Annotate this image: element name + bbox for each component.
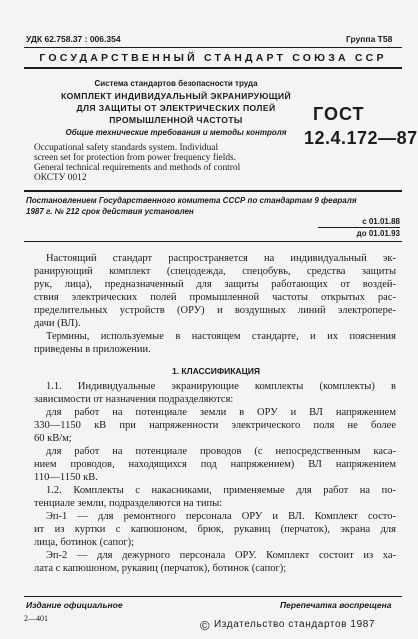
section-line: Эп-2 — для дежурного персонала ОРУ. Комплект состоит из ха- xyxy=(46,550,396,561)
section-line: Эп-1 — для ремонтного персонала ОРУ и ВЛ. Комплект состо- xyxy=(46,511,396,522)
section-line: для работ на потенциале проводов (с непосредственным каса- xyxy=(46,446,396,457)
gost-label: ГОСТ xyxy=(313,104,365,124)
section-line: тенциале земли, подразделяются на типы: xyxy=(34,498,223,509)
standards-system: Система стандартов безопасности труда xyxy=(94,79,258,88)
section-line: 1.2. Комплекты с накасниками, применяемые для работ на по- xyxy=(46,485,396,496)
section-line: 110—1150 кВ. xyxy=(34,472,98,483)
okstu-code: ОКСТУ 0012 xyxy=(34,173,87,183)
decree-rule xyxy=(24,241,402,242)
document-subtitle: Общие технические требования и методы контроля xyxy=(65,128,287,137)
section-line: лица, ботинок (сапог); xyxy=(34,537,135,548)
gost-number: 12.4.172—87 xyxy=(304,128,418,148)
document-title-line: ПРОМЫШЛЕННОЙ ЧАСТОТЫ xyxy=(109,115,243,125)
intro-line: ствия электрических полей промышленной частоты открытых рас- xyxy=(34,292,396,303)
standard-title: ГОСУДАРСТВЕННЫЙ СТАНДАРТ СОЮЗА ССР xyxy=(39,52,387,64)
section-heading: 1. КЛАССИФИКАЦИЯ xyxy=(171,366,261,376)
intro-line: пределительных устройств (ОРУ) и воздушных линий электропере- xyxy=(34,305,396,316)
intro-line: дачи (ВЛ). xyxy=(34,318,81,329)
section-line: ит из куртки с капюшоном, брюк, рукавиц (перчаток), экрана для xyxy=(34,524,396,535)
copyright-text: Издательство стандартов 1987 xyxy=(214,619,376,630)
section-line: нием проводов, находящихся под напряжением) ВЛ напряжением xyxy=(34,459,396,470)
header-rule-bottom xyxy=(24,67,402,69)
decree-line: 1987 г. № 212 срок действия установлен xyxy=(26,207,194,216)
intro-line: ранирующий комплект (спецодежда, спецобувь, средства защиты xyxy=(34,266,396,277)
group-code: Группа Т58 xyxy=(346,34,393,44)
english-title-line: Occupational safety standards system. Individual xyxy=(34,143,219,153)
section-line: 1.1. Индивидуальные экранирующие комплекты (комплекты) в xyxy=(46,381,396,392)
section-line: 60 кВ/м; xyxy=(34,433,72,444)
udk-code: УДК 62.758.37 : 006.354 xyxy=(26,34,121,44)
intro-line: рук, лица), предназначенный для защиты работающих от воздей- xyxy=(34,279,396,290)
section-line: 330—1150 кВ при напряженности электрического поля не более xyxy=(34,420,396,431)
reprint-prohibited-note: Перепечатка воспрещена xyxy=(280,600,392,610)
intro-line: Настоящий стандарт распространяется на индивидуальный эк- xyxy=(46,253,396,264)
header-rule-top xyxy=(24,47,402,48)
page-code: 2—401 xyxy=(24,614,48,623)
official-edition-note: Издание официальное xyxy=(26,600,123,610)
intro-line: приведены в приложении. xyxy=(34,344,151,355)
decree-line: Постановлением Государственного комитета СССР по стандартам 9 февраля xyxy=(26,196,357,205)
intro-line: Термины, используемые в настоящем стандарте, и их пояснения xyxy=(46,331,396,342)
footer-rule xyxy=(24,596,402,597)
english-title-line: screen set for protection from power frequency fields. xyxy=(34,153,237,163)
date-separator xyxy=(318,227,400,228)
english-title-line: General technical requirements and methods of control xyxy=(34,163,241,173)
title-rule xyxy=(24,190,402,192)
effective-from: с 01.01.88 xyxy=(362,217,400,226)
section-line: зависимости от назначения подразделяются: xyxy=(34,394,234,405)
document-title-line: ДЛЯ ЗАЩИТЫ ОТ ЭЛЕКТРИЧЕСКИХ ПОЛЕЙ xyxy=(76,103,276,113)
copyright-icon: © xyxy=(200,618,210,633)
document-title-line: КОМПЛЕКТ ИНДИВИДУАЛЬНЫЙ ЭКРАНИРУЮЩИЙ xyxy=(60,91,292,101)
section-line: лата с капюшоном, рукавиц (перчаток), ботинок (сапог); xyxy=(34,563,287,574)
effective-to: до 01.01.93 xyxy=(356,229,400,238)
section-line: для работ на потенциале земли в ОРУ и ВЛ напряжением xyxy=(46,407,396,418)
